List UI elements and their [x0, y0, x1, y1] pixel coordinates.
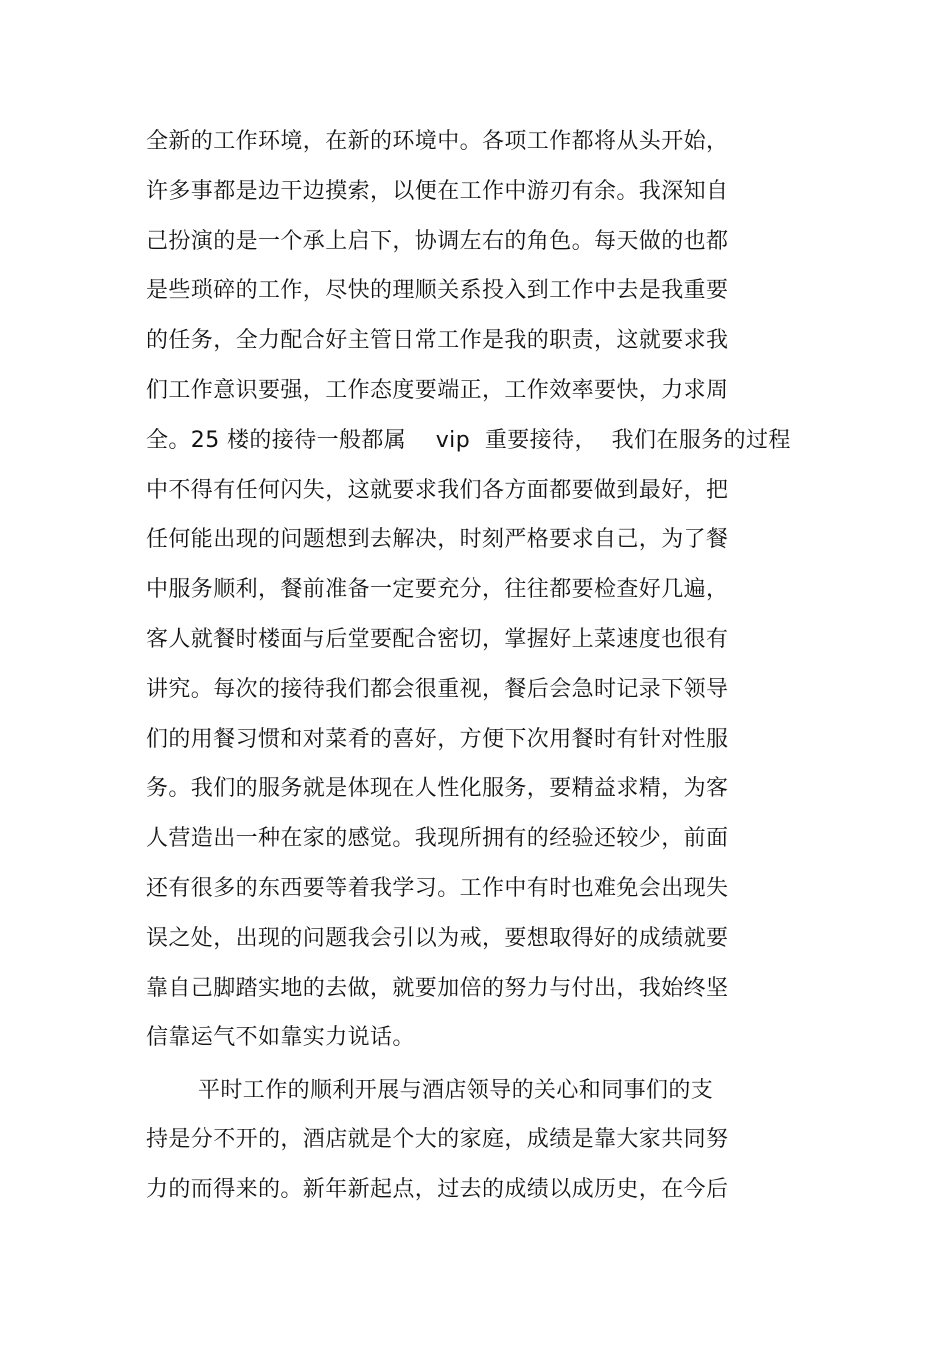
text-line: 讲究。每次的接待我们都会很重视，餐后会急时记录下领导	[146, 677, 729, 702]
text-line: 们工作意识要强，工作态度要端正，工作效率要快，力求周	[146, 378, 729, 403]
text-line: 务。我们的服务就是体现在人性化服务，要精益求精，为客	[146, 776, 729, 801]
text-line: 人营造出一种在家的感觉。我现所拥有的经验还较少，前面	[146, 826, 729, 851]
text-line: 任何能出现的问题想到去解决，时刻严格要求自己，为了餐	[146, 527, 729, 552]
text-line: 是些琐碎的工作，尽快的理顺关系投入到工作中去是我重要	[146, 278, 729, 303]
text-line: 己扮演的是一个承上启下，协调左右的角色。每天做的也都	[146, 229, 729, 254]
text-line: 还有很多的东西要等着我学习。工作中有时也难免会出现失	[146, 876, 729, 901]
text-line: 全新的工作环境，在新的环境中。各项工作都将从头开始，	[146, 129, 729, 154]
text-line: 信靠运气不如靠实力说话。	[146, 1025, 415, 1050]
text-line: 中不得有任何闪失，这就要求我们各方面都要做到最好，把	[146, 478, 729, 503]
text-line: 力的而得来的。新年新起点，过去的成绩以成历史，在今后	[146, 1177, 729, 1202]
paragraph-first-line: 平时工作的顺利开展与酒店领导的关心和同事们的支	[198, 1078, 714, 1103]
text-line: 靠自己脚踏实地的去做，就要加倍的努力与付出，我始终坚	[146, 976, 729, 1001]
text-line: 持是分不开的，酒店就是个大的家庭，成绩是靠大家共同努	[146, 1127, 729, 1152]
text-line: 客人就餐时楼面与后堂要配合密切，掌握好上菜速度也很有	[146, 627, 729, 652]
text-line: 误之处，出现的问题我会引以为戒，要想取得好的成绩就要	[146, 926, 729, 951]
text-line: 许多事都是边干边摸索，以便在工作中游刃有余。我深知自	[146, 179, 729, 204]
text-line: 中服务顺利，餐前准备一定要充分，往往都要检查好几遍，	[146, 577, 729, 602]
text-line: 全。25 楼的接待一般都属 vip 重要接待， 我们在服务的过程	[146, 428, 791, 453]
text-line: 们的用餐习惯和对菜肴的喜好，方便下次用餐时有针对性服	[146, 727, 729, 752]
text-line: 的任务，全力配合好主管日常工作是我的职责，这就要求我	[146, 328, 729, 353]
